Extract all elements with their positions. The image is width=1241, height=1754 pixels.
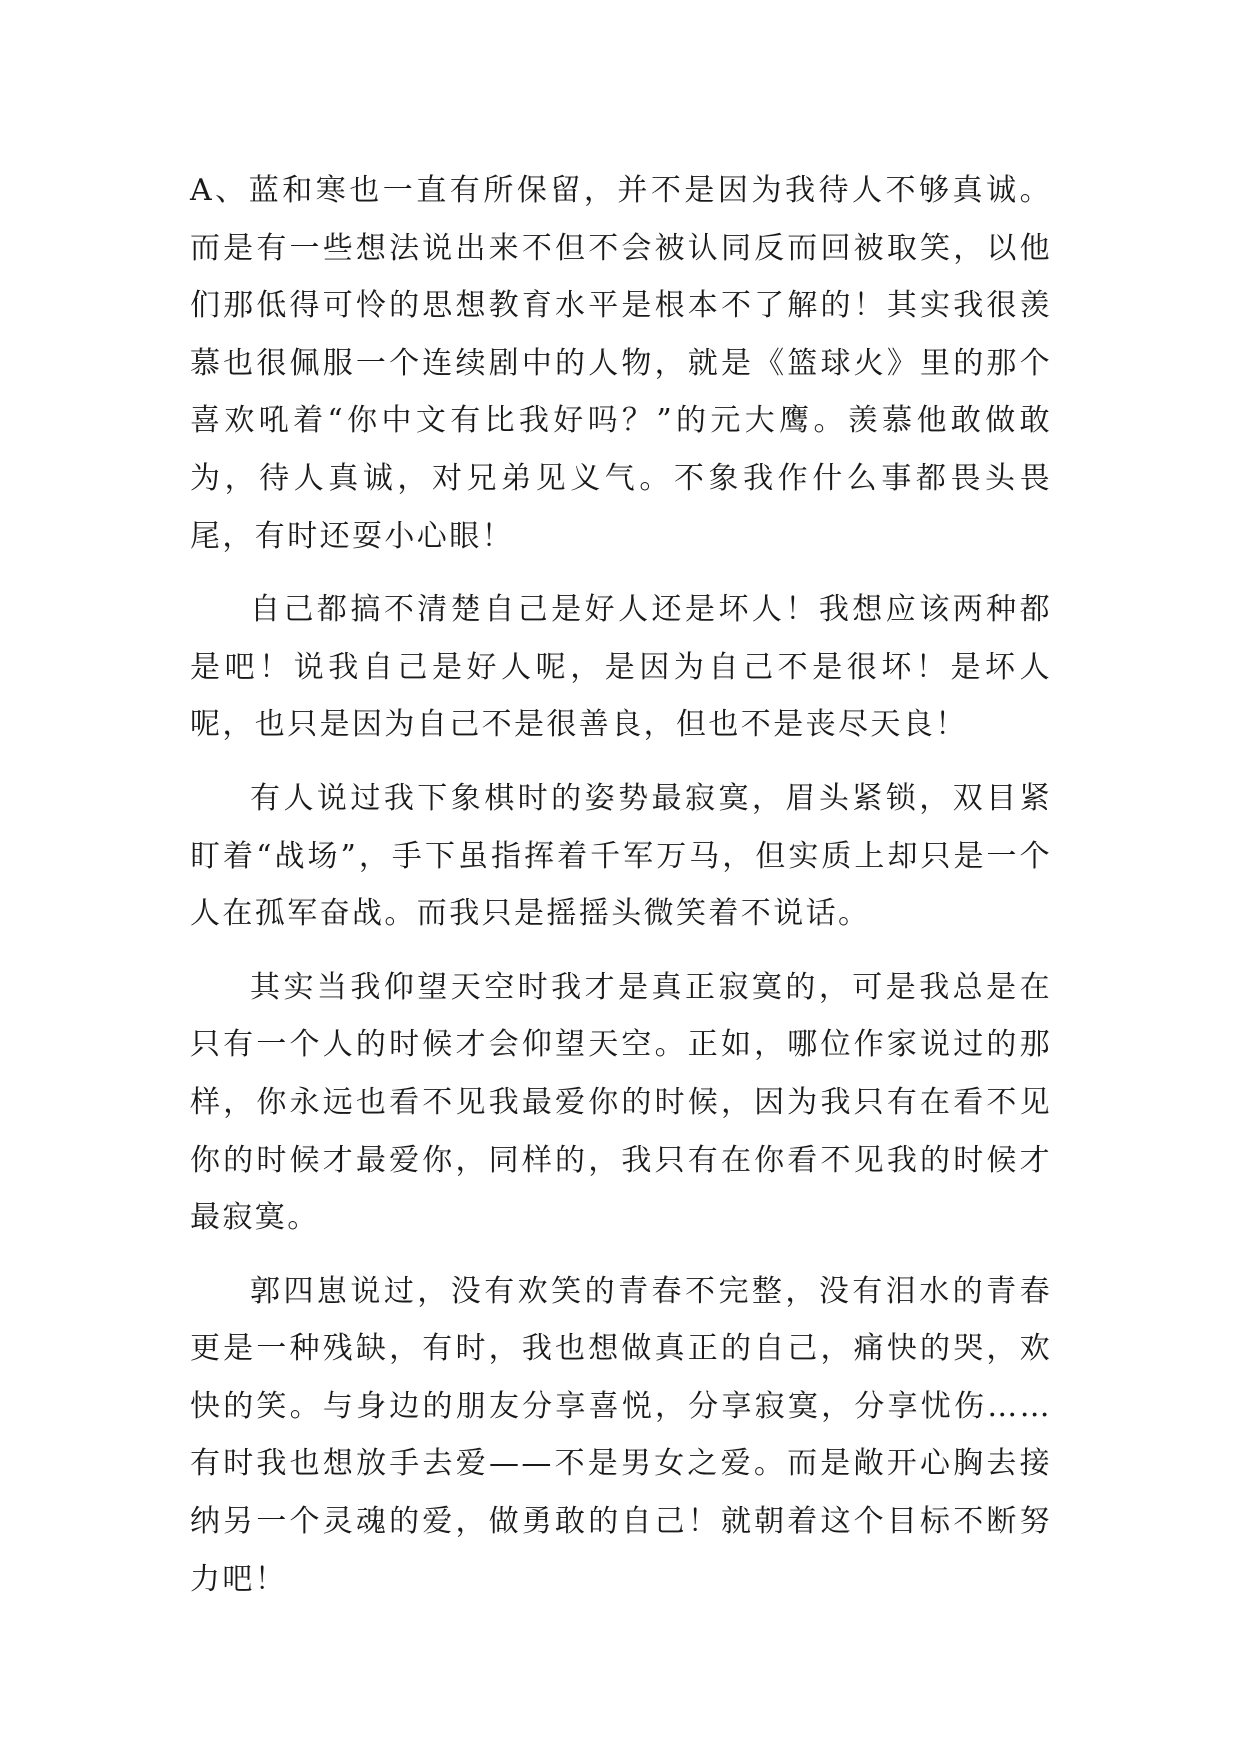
document-body [190, 162, 1052, 1624]
paragraph-2: 自己都搞不清楚自己是好人还是坏人！我想应该两种都是吧！说我自己是好人呢，是因为自己不是很坏！是坏人呢，也只是因为自己不是很善良，但也不是丧尽天良！ [190, 592, 1052, 743]
paragraph-1: A、蓝和寒也一直有所保留，并不是因为我待人不够真诚。而是有一些想法说出来不但不会被认同反而回被取笑，以他们那低得可怜的思想教育水平是根本不了解的！其实我很羡慕也很佩服一个连续剧中的人物，就是《篮球火》里的那个喜欢吼着“你中文有比我好吗？”的元大鹰。羡慕他敢做敢为，待人真诚，对兄弟见义气。不象我作什么事都畏头畏尾，有时还耍小心眼！ [190, 173, 1052, 554]
paragraph-5: 郭四崽说过，没有欢笑的青春不完整，没有泪水的青春更是一种残缺，有时，我也想做真正的自己，痛快的哭，欢快的笑。与身边的朋友分享喜悦，分享寂寞，分享忧伤……有时我也想放手去爱——不是男女之爱。而是敞开心胸去接纳另一个灵魂的爱，做勇敢的自己！就朝着这个目标不断努力吧！ [190, 1273, 1052, 1597]
paragraph-4: 其实当我仰望天空时我才是真正寂寞的，可是我总是在只有一个人的时候才会仰望天空。正如，哪位作家说过的那样，你永远也看不见我最爱你的时候，因为我只有在看不见你的时候才最爱你，同样的，我只有在你看不见我的时候才最寂寞。 [190, 969, 1052, 1236]
paragraph-3: 有人说过我下象棋时的姿势最寂寞，眉头紧锁，双目紧盯着“战场”，手下虽指挥着千军万马，但实质上却只是一个人在孤军奋战。而我只是摇摇头微笑着不说话。 [190, 780, 1052, 932]
